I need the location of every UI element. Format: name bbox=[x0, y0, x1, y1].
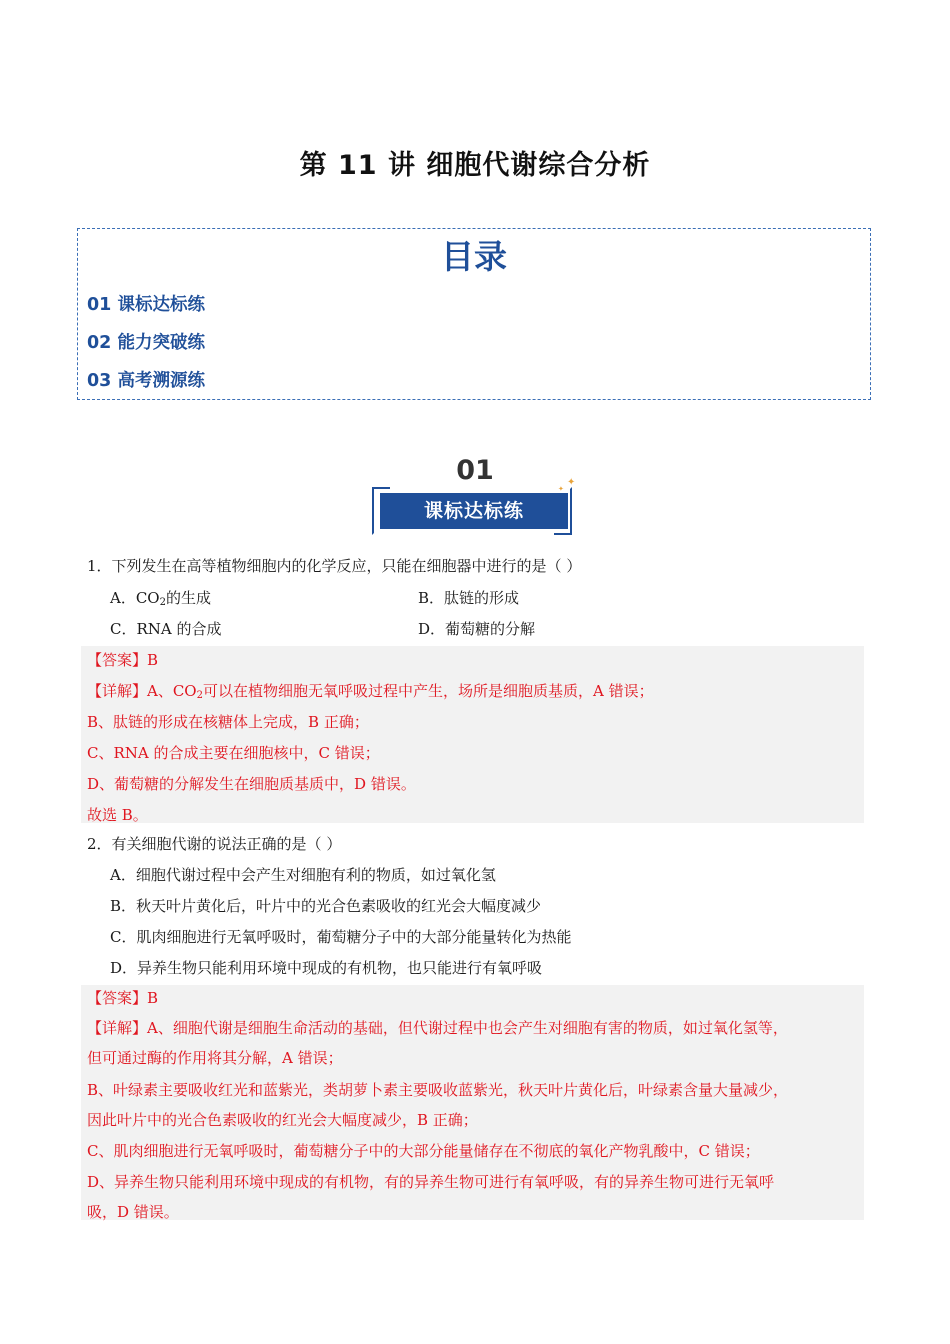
question-1-answer: 【答案】B bbox=[87, 651, 159, 669]
question-2-detail-line: 因此叶片中的光合色素吸收的红光会大幅度减少，B 正确； bbox=[87, 1111, 478, 1129]
question-2-option-c: C．肌肉细胞进行无氧呼吸时，葡萄糖分子中的大部分能量转化为热能 bbox=[110, 928, 572, 946]
question-1-option-a: A．$CO_2$的生成 bbox=[110, 589, 211, 608]
toc-item-2[interactable]: 02 能力突破练 bbox=[87, 333, 205, 353]
section-badge bbox=[367, 455, 583, 537]
question-1-detail-line: 故选 B。 bbox=[87, 806, 148, 824]
question-1-stem: 1．下列发生在高等植物细胞内的化学反应，只能在细胞器中进行的是（ ） bbox=[87, 557, 582, 575]
sparkle-icon: ✦ bbox=[567, 477, 576, 488]
question-1-detail-line: C、RNA 的合成主要在细胞核中，C 错误； bbox=[87, 744, 380, 762]
question-2-stem: 2．有关细胞代谢的说法正确的是（ ） bbox=[87, 835, 342, 853]
question-1-detail-line: D、葡萄糖的分解发生在细胞质基质中，D 错误。 bbox=[87, 775, 416, 793]
question-2-option-d: D．异养生物只能利用环境中现成的有机物，也只能进行有氧呼吸 bbox=[110, 959, 543, 977]
question-2-detail-line: C、肌肉细胞进行无氧呼吸时，葡萄糖分子中的大部分能量储存在不彻底的氧化产物乳酸中，C 错误； bbox=[87, 1142, 760, 1160]
question-1-option-d: D．葡萄糖的分解 bbox=[418, 620, 536, 638]
question-2-option-b: B．秋天叶片黄化后，叶片中的光合色素吸收的红光会大幅度减少 bbox=[110, 897, 542, 915]
toc-item-3[interactable]: 03 高考溯源练 bbox=[87, 371, 205, 391]
question-1-detail-line: B、肽链的形成在核糖体上完成，B 正确； bbox=[87, 713, 369, 731]
table-of-contents bbox=[77, 228, 871, 400]
question-2-answer: 【答案】B bbox=[87, 989, 159, 1007]
section-label: 课标达标练 bbox=[380, 493, 568, 529]
question-2-detail-line: B、叶绿素主要吸收红光和蓝紫光，类胡萝卜素主要吸收蓝紫光，秋天叶片黄化后，叶绿素含量大量减少， bbox=[87, 1081, 789, 1099]
question-2-detail-line: 吸，D 错误。 bbox=[87, 1203, 179, 1221]
question-1-option-b: B．肽链的形成 bbox=[418, 589, 520, 607]
question-2-detail-line: 但可通过酶的作用将其分解，A 错误； bbox=[87, 1049, 343, 1067]
question-2-detail-line: 【详解】A、细胞代谢是细胞生命活动的基础，但代谢过程中也会产生对细胞有害的物质，如过氧化氢等， bbox=[87, 1019, 788, 1037]
toc-item-1[interactable]: 01 课标达标练 bbox=[87, 295, 205, 315]
question-2-detail-line: D、异养生物只能利用环境中现成的有机物，有的异养生物可进行有氧呼吸，有的异养生物可进行无氧呼 bbox=[87, 1173, 775, 1191]
section-number: 01 bbox=[456, 455, 494, 486]
question-2-option-a: A．细胞代谢过程中会产生对细胞有利的物质，如过氧化氢 bbox=[110, 866, 496, 884]
question-1-answer-box bbox=[81, 646, 864, 823]
sparkle-icon: ✦ bbox=[558, 485, 564, 493]
toc-heading: 目录 bbox=[441, 237, 507, 276]
question-1-detail-line: 【详解】A、$CO_2$可以在植物细胞无氧呼吸过程中产生，场所是细胞质基质，A 错误； bbox=[87, 682, 654, 701]
lesson-title: 第 11 讲 细胞代谢综合分析 bbox=[299, 150, 651, 181]
question-1-option-c: C．RNA 的合成 bbox=[110, 620, 222, 638]
